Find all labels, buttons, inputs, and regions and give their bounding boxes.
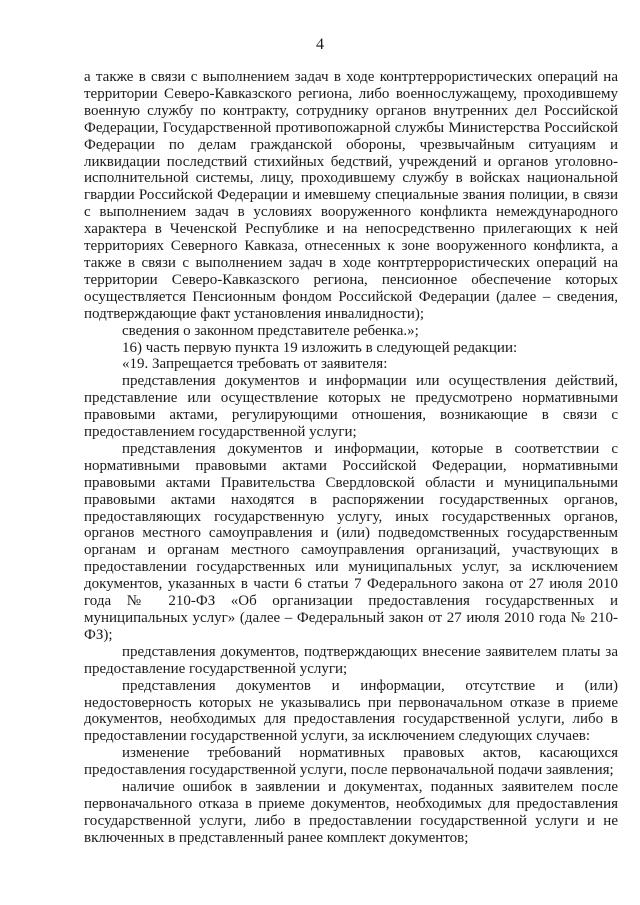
paragraph: представления документов, подтверждающих внесение заявителем платы за предоставление государственной услуги;	[84, 643, 618, 677]
paragraph: представления документов и информации, которые в соответствии с нормативными правовыми актами Российской Федерации, нормативными правовыми актами Правительства Свердловской области и муниципальными правовыми актами находятся в распоряжении государственных органов, предоставляющих государственную услугу, иных государственных органов, органов местного самоуправления и (или) подведомственных государственным органам и органам местного самоуправления организаций, участвующих в предоставлении государственных или муниципальных услуг, за исключением документов, указанных в части 6 статьи 7 Федерального закона от 27 июля 2010 года № 210-ФЗ «Об организации предоставления государственных и муниципальных услуг» (далее – Федеральный закон от 27 июля 2010 года № 210-ФЗ);	[84, 440, 618, 643]
paragraph: представления документов и информации, отсутствие и (или) недостоверность которых не указывались при первоначальном отказе в приеме документов, необходимых для предоставления государственной услуги, либо в предоставлении государственной услуги, за исключением следующих случаев:	[84, 677, 618, 745]
paragraph: 16) часть первую пункта 19 изложить в следующей редакции:	[122, 339, 518, 356]
page-number: 4	[316, 36, 324, 53]
paragraph: представления документов и информации или осуществления действий, представление или осуществление которых не предусмотрено нормативными правовыми актами, регулирующими отношения, возникающие в связи с предоставлением государственной услуги;	[84, 373, 618, 441]
paragraph: сведения о законном представителе ребенка.»;	[122, 322, 419, 339]
paragraph: наличие ошибок в заявлении и документах, поданных заявителем после первоначального отказа в приеме документов, необходимых для предоставления государственной услуги, либо в предоставлении государственной услуги и не включенных в представленный ранее комплект документов;	[84, 779, 618, 846]
document-body	[84, 69, 618, 847]
paragraph: а также в связи с выполнением задач в ходе контртеррористических операций на территории Северо-Кавказского региона, либо военнослужащему, проходившему военную службу по контракту, сотруднику органов внутренних дел Российской Федерации, Государственной противопожарной службы Министерства Российской Федерации по делам гражданской обороны, чрезвычайным ситуациям и ликвидации последствий стихийных бедствий, учреждений и органов уголовно-исполнительной системы, лицу, проходившему службу в войсках национальной гвардии Российской Федерации и имевшему специальные звания полиции, в связи с выполнением задач в условиях вооруженного конфликта немеждународного характера в Чеченской Республике и на непосредственно прилегающих к ней территориях Северного Кавказа, отнесенных к зоне вооруженного конфликта, а также в связи с выполнением задач в ходе контртеррористических операций на территории Северо-Кавказского региона, пенсионное обеспечение которых осуществляется Пенсионным фондом Российской Федерации (далее – сведения, подтверждающие факт установления инвалидности);	[84, 69, 618, 322]
paragraph: «19. Запрещается требовать от заявителя:	[122, 356, 388, 373]
paragraph: изменение требований нормативных правовых актов, касающихся предоставления государственной услуги, после первоначальной подачи заявления;	[84, 745, 618, 779]
